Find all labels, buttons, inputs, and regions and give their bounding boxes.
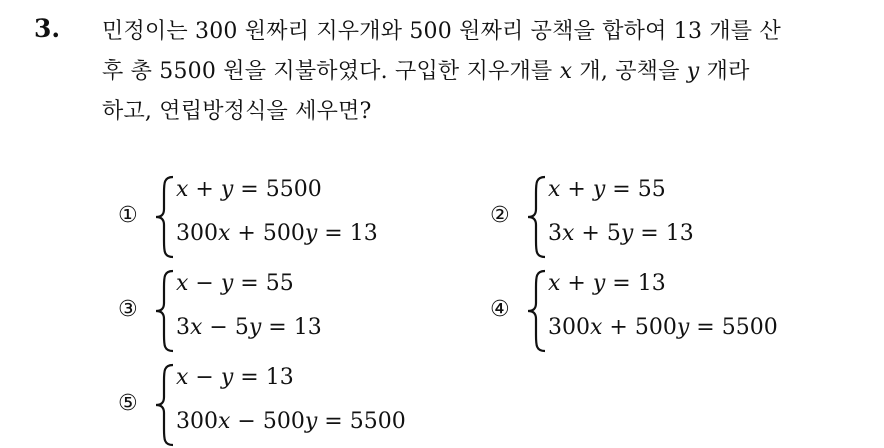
- left-brace-icon: [154, 175, 176, 259]
- choice-3-equation-2: 3x − 5y = 13: [176, 315, 322, 340]
- choice-3-marker: ③: [118, 297, 138, 322]
- choice-2-equation-1: x + y = 55: [548, 177, 666, 202]
- question-line-2-part-b: 개, 공책을: [572, 59, 687, 84]
- question-number: 3.: [34, 14, 61, 43]
- left-brace-icon: [526, 269, 548, 353]
- choice-4-equation-2: 300x + 500y = 5500: [548, 315, 778, 340]
- choice-1-marker: ①: [118, 203, 138, 228]
- left-brace-icon: [154, 269, 176, 353]
- variable-y: y: [686, 59, 700, 84]
- choice-1-equation-1: x + y = 5500: [176, 177, 322, 202]
- left-brace-icon: [526, 175, 548, 259]
- question-line-2-part-a: 후 총 5500 원을 지불하였다. 구입한 지우개를: [102, 59, 560, 84]
- question-line-3: 하고, 연립방정식을 세우면?: [102, 99, 372, 124]
- choice-5-equation-2: 300x − 500y = 5500: [176, 409, 406, 434]
- variable-x: x: [559, 59, 573, 84]
- choice-2-marker: ②: [490, 203, 510, 228]
- choice-5-marker: ⑤: [118, 391, 138, 416]
- left-brace-icon: [154, 363, 176, 447]
- choice-1-equation-2: 300x + 500y = 13: [176, 221, 378, 246]
- choice-3-equation-1: x − y = 55: [176, 271, 294, 296]
- choice-2-equation-2: 3x + 5y = 13: [548, 221, 694, 246]
- question-line-2: [102, 54, 750, 85]
- choice-5-equation-1: x − y = 13: [176, 365, 294, 390]
- choice-4-equation-1: x + y = 13: [548, 271, 666, 296]
- choice-4-marker: ④: [490, 297, 510, 322]
- question-line-1: 민정이는 300 원짜리 지우개와 500 원짜리 공책을 합하여 13 개를 산: [102, 19, 781, 44]
- question-line-2-part-c: 개라: [699, 59, 750, 84]
